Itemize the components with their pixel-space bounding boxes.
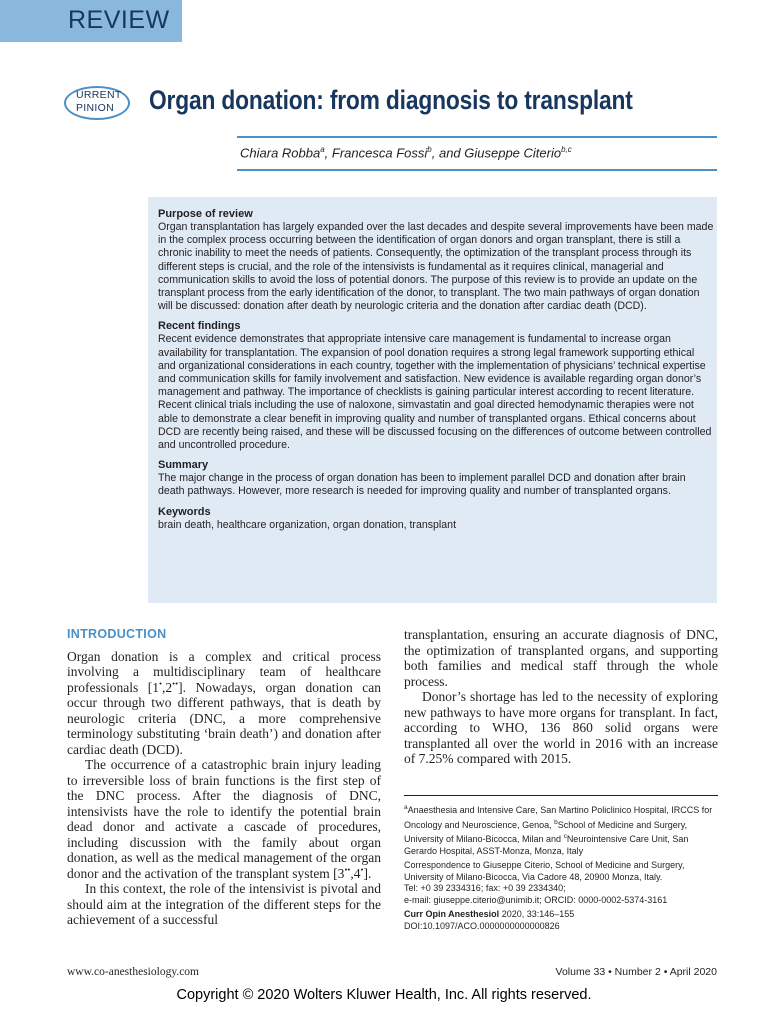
author-separator: , bbox=[324, 145, 332, 161]
author-list bbox=[240, 145, 572, 160]
email-link[interactable]: e-mail: giuseppe.citerio@unimib.it; ORCID: 0000-0002-5374-3161 bbox=[404, 894, 668, 905]
volume-issue: Volume 33 • Number 2 • April 2020 bbox=[555, 966, 717, 978]
affiliation-text: School of Medicine and Surgery, University of Milano-Bicocca, Milan and bbox=[404, 819, 688, 844]
keywords-heading: Keywords bbox=[158, 505, 211, 518]
body-paragraph bbox=[67, 649, 381, 758]
article-title: Organ donation: from diagnosis to transplant bbox=[149, 85, 633, 115]
citation-details: 2020, 33:146–155 bbox=[499, 909, 575, 919]
text-run: ,2 bbox=[162, 679, 173, 695]
author-name: Giuseppe Citerio bbox=[464, 145, 562, 161]
purpose-heading: Purpose of review bbox=[158, 208, 253, 220]
findings-text: Recent evidence demonstrates that appropriate intensive care management is fundamental to increase organ availability for transplantation. The expansion of pool donation requires a strong legal framework supporting ethical and organizational considerations in each country, together with the implementation of physicians’ technical expertise and communication skills for family involvement and satisfaction. New evidence is available regarding organ donor’s management and pathway. The importance of checklists is gaining particular interest according to recent literature. Recent clinical trials including the use of naloxone, simvastatin and goal directed hemodynamic therapies were not able to demonstrate a clear benefit in improving quality and number of transplanted organs. Ethical concerns about DCD are recently being raised, and these will be discussed focusing on the differences of outcome between controlled and uncontrolled procedure. bbox=[158, 333, 712, 452]
text-run: ]. Nowadays, organ donation can occur through two different pathways, that is death by neurologic criteria (DNC, a more comprehensive terminology substituting ‘brain death’) and donation after cardiac death (DCD). bbox=[67, 679, 382, 757]
affiliation-mark: b bbox=[554, 818, 558, 826]
journal-url[interactable]: www.co-anesthesiology.com bbox=[67, 966, 200, 978]
text-run: The occurrence of a catastrophic brain injury leading to irreversible loss of brain functions is the first step of the DNC process. After the diagnosis of DNC, intensivists have the role to identify the potential brain dead donor and activate a cascade of procedures, including discussion with the family about organ donation, as well as the medical management of the organ donor and the activation of the transplant system [3 bbox=[67, 757, 381, 881]
author-name: Francesca Fossi bbox=[331, 145, 428, 161]
body-column-left bbox=[67, 627, 381, 928]
correspondence: Correspondence to Giuseppe Citerio, School of Medicine and Surgery, University of Milano-Bicocca, Via Cadore 48, 20900 Monza, Italy. bbox=[404, 860, 685, 882]
reference-mark: • bbox=[159, 678, 163, 688]
keywords-text: brain death, healthcare organization, organ donation, transplant bbox=[158, 518, 457, 531]
affiliations bbox=[404, 802, 718, 857]
journal-citation bbox=[404, 909, 718, 921]
current-opinion-logo bbox=[64, 86, 130, 120]
author-affiliation: b,c bbox=[561, 145, 572, 154]
purpose-text: Organ transplantation has largely expanded over the last decades and despite several improvements have been made in the complex process occurring between the identification of organ donors and organ transplant, there is still a chronic inability to meet the needs of patients. Consequently, the optimization of the transplant process through its different steps is crucial, and the role of the intensivists is fundamental as it requires clinical, managerial and communication skills to avoid the loss of potential donors. The purpose of this review is to provide an update on the transplant process from the early identification of the donor, to transplant. The two main pathways of organ donation will be discussed: donation after death by neurologic criteria and the donation after cardiac death (DCD). bbox=[158, 221, 714, 313]
affiliation-footnote bbox=[404, 795, 718, 935]
text-run: ,4 bbox=[350, 865, 361, 881]
phone-fax: Tel: +0 39 2334316; fax: +0 39 2334340; bbox=[404, 883, 566, 893]
affiliation-mark: a bbox=[404, 804, 408, 811]
summary-text: The major change in the process of organ donation has been to implement parallel DCD and donation after brain death pathways. However, more research is needed for improving quality and number of transplanted organs. bbox=[158, 472, 686, 498]
footnote-rule bbox=[404, 795, 718, 796]
title-rule-bottom bbox=[237, 169, 717, 171]
affiliation-text: Neurointensive Care Unit, San Gerardo Hospital, ASST-Monza, Monza, Italy bbox=[404, 834, 689, 856]
body-paragraph bbox=[67, 757, 381, 881]
body-paragraph: In this context, the role of the intensivist is pivotal and should aim at the integration of the different steps for the achievement of a successful bbox=[67, 881, 381, 927]
author-affiliation: a bbox=[320, 145, 325, 154]
findings-heading: Recent findings bbox=[158, 320, 241, 333]
affiliation-text: Anaesthesia and Intensive Care, San Martino Policlinico Hospital, IRCCS for Oncology and Neuroscience, Genoa, bbox=[404, 805, 713, 830]
text-run: Organ donation is a complex and critical process involving a multidisciplinary team of healthcare professionals [1 bbox=[67, 648, 381, 695]
doi[interactable]: DOI:10.1097/ACO.0000000000000826 bbox=[404, 920, 560, 931]
copyright-notice: Copyright © 2020 Wolters Kluwer Health, Inc. All rights reserved. bbox=[176, 987, 592, 1003]
author-name: Chiara Robba bbox=[240, 145, 321, 161]
section-tag bbox=[0, 0, 182, 42]
affiliation-mark: c bbox=[563, 833, 567, 840]
body-paragraph: transplantation, ensuring an accurate diagnosis of DNC, the optimization of transplanted organs, and supporting both families and medical staff through the whole process. bbox=[404, 627, 718, 689]
text-run: ]. bbox=[363, 865, 372, 881]
body-column-right bbox=[404, 627, 718, 767]
title-rule-top bbox=[237, 136, 717, 138]
summary-heading: Summary bbox=[158, 459, 209, 472]
author-separator: , and bbox=[431, 145, 465, 161]
abstract-box bbox=[148, 197, 717, 603]
reference-mark: •• bbox=[172, 678, 179, 688]
body-paragraph: Donor’s shortage has led to the necessity of exploring new pathways to have more organs for transplant. In fact, according to WHO, 136 860 solid organs were transplanted all over the world in 2016 with an increase of 7.25% compared with 2015. bbox=[404, 689, 718, 766]
journal-name: Curr Opin Anesthesiol bbox=[404, 909, 500, 919]
reference-mark: •• bbox=[344, 864, 351, 874]
section-tag-label: REVIEW bbox=[68, 6, 170, 34]
logo-line-2: PINION bbox=[76, 102, 114, 114]
reference-mark: • bbox=[360, 864, 364, 874]
author-affiliation: b bbox=[427, 145, 432, 154]
logo-line-1: URRENT bbox=[76, 89, 122, 101]
introduction-heading: INTRODUCTION bbox=[67, 627, 167, 641]
